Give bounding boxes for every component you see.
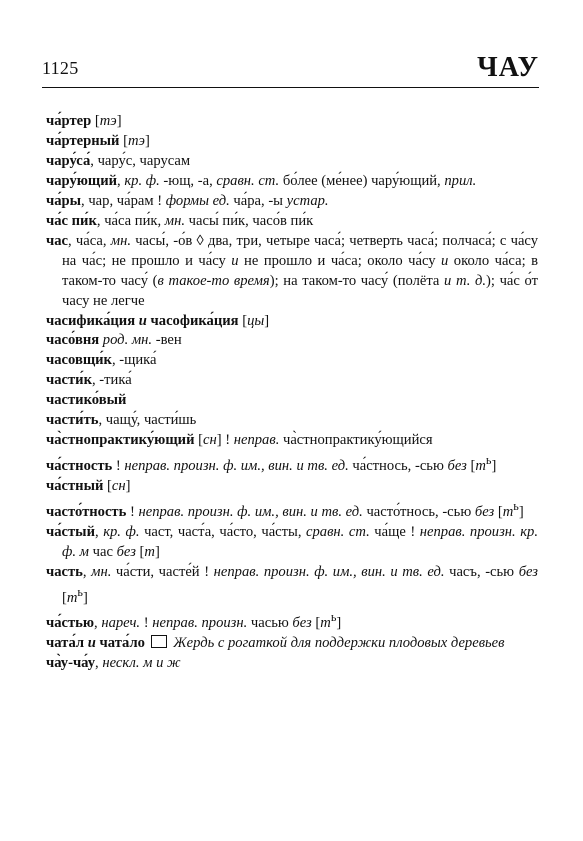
dictionary-entry: частико́вый bbox=[46, 392, 127, 409]
dictionary-entry: ча́ртер [тэ] bbox=[46, 113, 122, 129]
dictionary-entry: ча́стность ! неправ. произн. ф. им., вин. и тв. ед. ча́стнось, -сью без $[т^ь]$ bbox=[46, 453, 497, 475]
page-number: 1125 bbox=[42, 58, 79, 78]
dictionary-entry: ча́стный [сн] bbox=[46, 478, 131, 495]
dictionary-entry: часовщи́к, -щика́ bbox=[46, 352, 157, 369]
dictionary-entry: ча̀стнопрактику́ющий [сн] ! неправ. ча̀стнопрактику́ющийся bbox=[46, 432, 433, 449]
dictionary-entry: чару́са́, чару́с, чарусам bbox=[46, 152, 191, 169]
dictionary-entry: часто́тность ! неправ. произн. ф. им., вин. и тв. ед. часто́тнось, -сью без $[т^ь]$ bbox=[46, 498, 524, 520]
dictionary-entry: ча́ртерный [тэ] bbox=[46, 132, 150, 149]
dictionary-entry: ча́стью, нареч. ! неправ. произн. часью без $[т^ь]$ bbox=[46, 610, 342, 632]
dictionary-entry: части́ть, чащу́, части́шь bbox=[46, 412, 197, 429]
running-head: ЧАУ bbox=[477, 52, 539, 83]
dictionary-entry: часифика́ция и часофика́ция [цы] bbox=[46, 312, 270, 329]
dictionary-entry: части́к, -тика́ bbox=[46, 372, 132, 389]
dictionary-entries bbox=[46, 112, 538, 674]
dictionary-entry: ча́ры, чар, ча́рам ! формы ед. ча́ра, -ы устар. bbox=[46, 192, 329, 209]
dictionary-entry: ча́стый, кр. ф. част, част́а, ча́сто, ча́сты, сравн. ст. ча́ще ! неправ. произн. кр. ф. м час без [т] bbox=[46, 523, 538, 560]
dictionary-entry: ча́с пи́к, ча́са пи́к, мн. часы́ пи́к, часо́в пи́к bbox=[46, 212, 314, 229]
dictionary-entry: часо́вня род. мн. -вен bbox=[46, 332, 182, 349]
dictionary-entry: ча̀у-ча́у, нескл. м и ж bbox=[46, 655, 181, 672]
dictionary-entry: чата́л и чата́ло Жердь с рогаткой для поддержки плодовых деревьев bbox=[46, 635, 505, 652]
dictionary-entry: чару́ющий, кр. ф. -ющ, -а, сравн. ст. бо́лее (ме́нее) чару́ющий, прил. bbox=[46, 172, 477, 189]
header-rule bbox=[42, 87, 539, 88]
dictionary-entry: час, ча́са, мн. часы́, -о́в ◊ два, три, четыре часа́; четверть часа́; полчаса́; с ча́су на ча́с; не прошло и ча́су и не прошло и ча́са; около ча́су и около ча́са; в таком-то часу́ (в такое-то время); на таком-то часу́ (полёта и т. д.); ча́с о́т часу не легче bbox=[46, 232, 538, 309]
dictionary-entry: часть, мн. ча́сти, часте́й ! неправ. произн. ф. им., вин. и тв. ед. часъ, -сью без $[т^ь]$ bbox=[46, 563, 539, 606]
